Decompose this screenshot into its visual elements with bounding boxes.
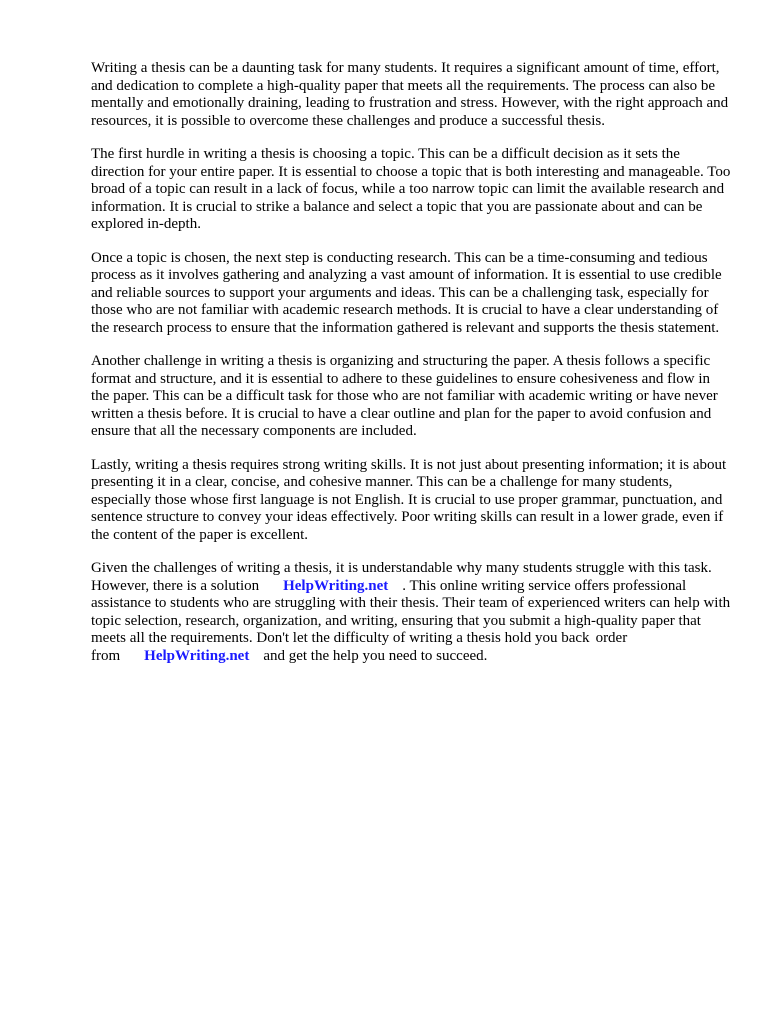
conclusion-text-4: and get the help you need to succeed. xyxy=(263,647,488,664)
paragraph-writing-skills: Lastly, writing a thesis requires strong writing skills. It is not just about presenting information; it is about presenting it in a clear, concise, and cohesive manner. This can be a challenge for many students, especially those whose first language is not English. It is crucial to use proper grammar, punctuation, and sentence structure to convey your ideas effectively. Poor writing skills can result in a lower grade, even if the content of the paper is excellent. xyxy=(91,456,727,543)
paragraph-conclusion xyxy=(91,560,731,665)
helpwriting-link-2[interactable]: HelpWriting.net xyxy=(144,647,250,664)
paragraph-research: Once a topic is chosen, the next step is conducting research. This can be a time-consuming and tedious process as it involves gathering and analyzing a vast amount of information. It is essential to use credible and reliable sources to support your arguments and ideas. This can be a challenging task, especially for those who are not familiar with academic research methods. It is crucial to have a clear understanding of the research process to ensure that the information gathered is relevant and supports the thesis statement. xyxy=(91,249,722,336)
document-page xyxy=(91,60,731,681)
conclusion-text-3: order from xyxy=(91,630,628,664)
paragraph-topic: The first hurdle in writing a thesis is choosing a topic. This can be a difficult decision as it sets the direction for your entire paper. It is essential to choose a topic that is both interesting and manageable. Too broad of a topic can result in a lack of focus, while a too narrow topic can limit the available research and information. It is crucial to strike a balance and select a topic that you are passionate about and can be explored in-depth. xyxy=(91,146,731,232)
helpwriting-link-1[interactable]: HelpWriting.net xyxy=(283,577,389,594)
conclusion-text-2: . This online writing service offers professional assistance to students who are struggling with their thesis. Their team of experienced writers can help with topic selection, research, organization, and writing, ensuring that you submit a high-quality paper that meets all the requirements. Don't let the difficulty of writing a thesis hold you back xyxy=(91,577,731,646)
paragraph-structure: Another challenge in writing a thesis is organizing and structuring the paper. A thesis follows a specific format and structure, and it is essential to adhere to these guidelines to ensure cohesiveness and flow in the paper. This can be a difficult task for those who are not familiar with academic writing or have never written a thesis before. It is crucial to have a clear outline and plan for the paper to avoid confusion and ensure that all the necessary components are included. xyxy=(91,353,718,439)
paragraph-intro: Writing a thesis can be a daunting task for many students. It requires a significant amount of time, effort, and dedication to complete a high-quality paper that meets all the requirements. The process can also be mentally and emotionally draining, leading to frustration and stress. However, with the right approach and resources, it is possible to overcome these challenges and produce a successful thesis. xyxy=(91,60,729,129)
conclusion-text-1: Given the challenges of writing a thesis, it is understandable why many students struggle with this task. However, there is a solution xyxy=(91,560,712,594)
